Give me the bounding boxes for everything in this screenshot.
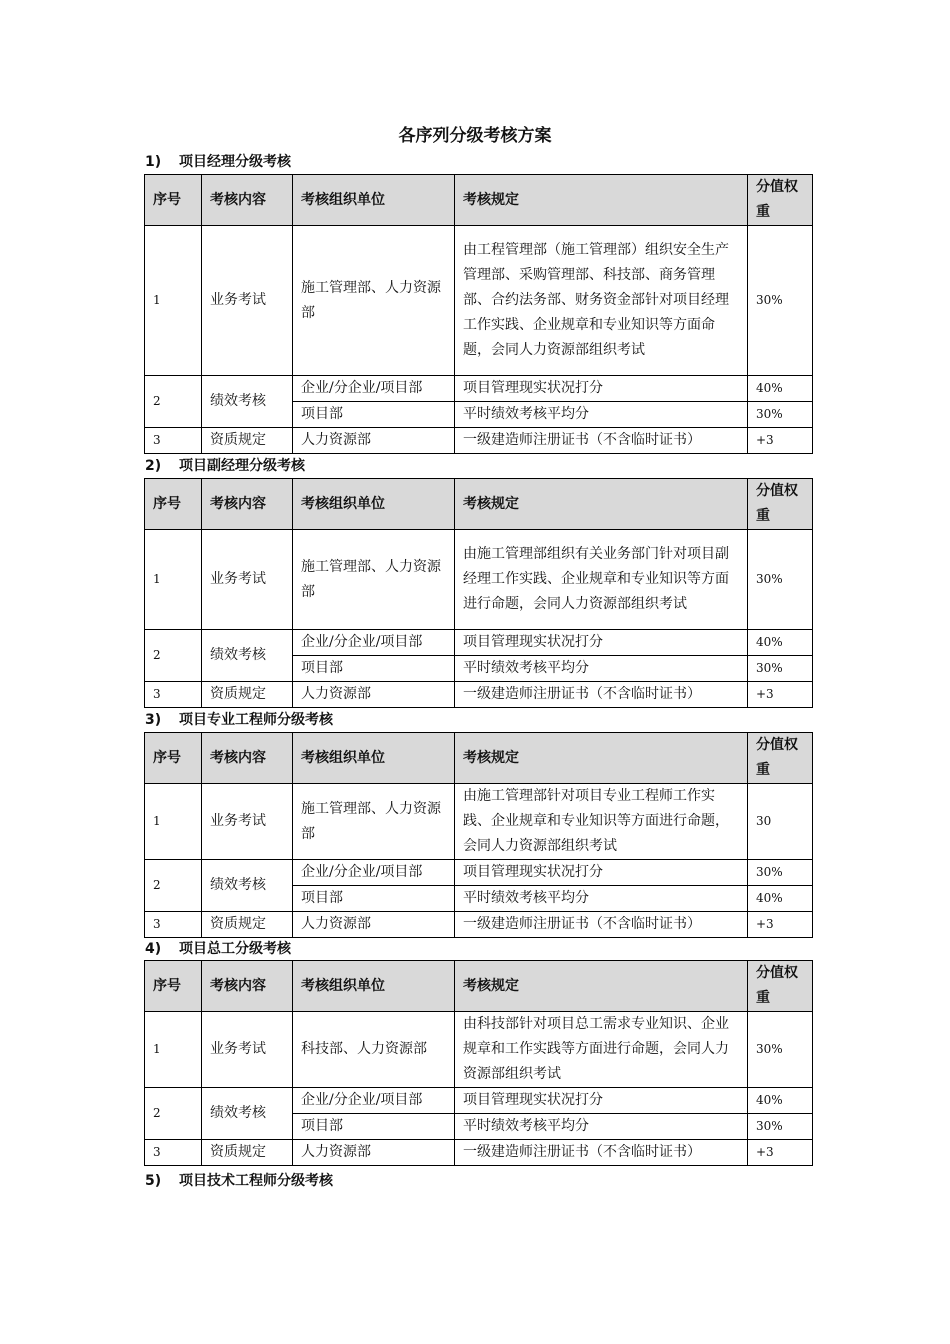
assessment-table bbox=[144, 960, 813, 1166]
cell-rule: 一级建造师注册证书（不含临时证书） bbox=[455, 682, 748, 708]
section-heading bbox=[145, 939, 291, 959]
cell-org: 施工管理部、人力资源部 bbox=[293, 784, 455, 860]
cell-org: 科技部、人力资源部 bbox=[293, 1012, 455, 1088]
cell-content: 绩效考核 bbox=[202, 376, 293, 428]
table-row bbox=[145, 1140, 813, 1166]
cell-org: 项目部 bbox=[293, 886, 455, 912]
table-row bbox=[145, 860, 813, 886]
cell-index: 3 bbox=[145, 682, 202, 708]
cell-weight: 40% bbox=[748, 376, 813, 402]
section-heading-text: 项目经理分级考核 bbox=[179, 154, 291, 170]
table-row bbox=[145, 428, 813, 454]
cell-rule: 平时绩效考核平均分 bbox=[455, 402, 748, 428]
cell-content: 资质规定 bbox=[202, 912, 293, 938]
cell-weight: 30% bbox=[748, 1114, 813, 1140]
cell-org: 施工管理部、人力资源部 bbox=[293, 226, 455, 376]
header-org: 考核组织单位 bbox=[293, 961, 455, 1012]
cell-weight: +3 bbox=[748, 912, 813, 938]
header-weight: 分值权重 bbox=[748, 733, 813, 784]
cell-org: 人力资源部 bbox=[293, 682, 455, 708]
cell-weight: 30% bbox=[748, 860, 813, 886]
table-row bbox=[145, 784, 813, 860]
section-heading-text: 项目专业工程师分级考核 bbox=[179, 712, 333, 728]
cell-org: 施工管理部、人力资源部 bbox=[293, 530, 455, 630]
table-header-row bbox=[145, 175, 813, 226]
header-weight: 分值权重 bbox=[748, 961, 813, 1012]
assessment-table bbox=[144, 174, 813, 454]
cell-index: 3 bbox=[145, 428, 202, 454]
cell-index: 2 bbox=[145, 376, 202, 428]
header-org: 考核组织单位 bbox=[293, 733, 455, 784]
cell-content: 资质规定 bbox=[202, 428, 293, 454]
cell-index: 2 bbox=[145, 860, 202, 912]
cell-rule: 项目管理现实状况打分 bbox=[455, 860, 748, 886]
cell-rule: 由施工管理部组织有关业务部门针对项目副经理工作实践、企业规章和专业知识等方面进行命题，会同人力资源部组织考试 bbox=[455, 530, 748, 630]
cell-weight: +3 bbox=[748, 428, 813, 454]
cell-rule: 由科技部针对项目总工需求专业知识、企业规章和工作实践等方面进行命题，会同人力资源部组织考试 bbox=[455, 1012, 748, 1088]
cell-content: 业务考试 bbox=[202, 226, 293, 376]
header-content: 考核内容 bbox=[202, 733, 293, 784]
header-org: 考核组织单位 bbox=[293, 479, 455, 530]
header-index: 序号 bbox=[145, 175, 202, 226]
cell-org: 人力资源部 bbox=[293, 912, 455, 938]
table-row bbox=[145, 530, 813, 630]
table-header-row bbox=[145, 479, 813, 530]
cell-org: 企业/分企业/项目部 bbox=[293, 1088, 455, 1114]
header-rule: 考核规定 bbox=[455, 733, 748, 784]
table-row bbox=[145, 682, 813, 708]
cell-rule: 由施工管理部针对项目专业工程师工作实践、企业规章和专业知识等方面进行命题，会同人力资源部组织考试 bbox=[455, 784, 748, 860]
cell-index: 1 bbox=[145, 530, 202, 630]
header-index: 序号 bbox=[145, 961, 202, 1012]
assessment-table bbox=[144, 478, 813, 708]
cell-rule: 平时绩效考核平均分 bbox=[455, 1114, 748, 1140]
section-heading-text: 项目技术工程师分级考核 bbox=[179, 1173, 333, 1189]
table-row bbox=[145, 226, 813, 376]
cell-content: 资质规定 bbox=[202, 1140, 293, 1166]
cell-index: 1 bbox=[145, 226, 202, 376]
cell-org: 企业/分企业/项目部 bbox=[293, 630, 455, 656]
section-heading-text: 项目总工分级考核 bbox=[179, 941, 291, 957]
section-number: 2) bbox=[145, 458, 162, 474]
cell-weight: 30 bbox=[748, 784, 813, 860]
cell-org: 项目部 bbox=[293, 656, 455, 682]
cell-rule: 项目管理现实状况打分 bbox=[455, 1088, 748, 1114]
table-row bbox=[145, 912, 813, 938]
section-heading bbox=[145, 1171, 333, 1191]
cell-weight: +3 bbox=[748, 682, 813, 708]
table-header-row bbox=[145, 733, 813, 784]
cell-index: 2 bbox=[145, 1088, 202, 1140]
cell-weight: 40% bbox=[748, 630, 813, 656]
section-heading bbox=[145, 710, 333, 730]
cell-rule: 项目管理现实状况打分 bbox=[455, 630, 748, 656]
cell-weight: 30% bbox=[748, 226, 813, 376]
cell-index: 1 bbox=[145, 1012, 202, 1088]
cell-content: 业务考试 bbox=[202, 1012, 293, 1088]
header-index: 序号 bbox=[145, 733, 202, 784]
cell-weight: 30% bbox=[748, 402, 813, 428]
header-rule: 考核规定 bbox=[455, 961, 748, 1012]
section-number: 1) bbox=[145, 154, 162, 170]
cell-org: 项目部 bbox=[293, 1114, 455, 1140]
cell-index: 3 bbox=[145, 1140, 202, 1166]
cell-org: 人力资源部 bbox=[293, 1140, 455, 1166]
document-title: 各序列分级考核方案 bbox=[398, 126, 552, 146]
header-weight: 分值权重 bbox=[748, 175, 813, 226]
cell-org: 人力资源部 bbox=[293, 428, 455, 454]
cell-rule: 一级建造师注册证书（不含临时证书） bbox=[455, 1140, 748, 1166]
section-number: 4) bbox=[145, 941, 162, 957]
cell-content: 业务考试 bbox=[202, 784, 293, 860]
header-content: 考核内容 bbox=[202, 175, 293, 226]
cell-index: 2 bbox=[145, 630, 202, 682]
cell-weight: +3 bbox=[748, 1140, 813, 1166]
cell-content: 绩效考核 bbox=[202, 860, 293, 912]
section-heading-text: 项目副经理分级考核 bbox=[179, 458, 305, 474]
header-content: 考核内容 bbox=[202, 961, 293, 1012]
cell-content: 资质规定 bbox=[202, 682, 293, 708]
cell-content: 绩效考核 bbox=[202, 630, 293, 682]
cell-rule: 平时绩效考核平均分 bbox=[455, 886, 748, 912]
table-row bbox=[145, 630, 813, 656]
table-header-row bbox=[145, 961, 813, 1012]
cell-org: 项目部 bbox=[293, 402, 455, 428]
section-number: 3) bbox=[145, 712, 162, 728]
cell-rule: 一级建造师注册证书（不含临时证书） bbox=[455, 428, 748, 454]
assessment-table bbox=[144, 732, 813, 938]
header-rule: 考核规定 bbox=[455, 479, 748, 530]
section-heading bbox=[145, 456, 305, 476]
cell-weight: 30% bbox=[748, 530, 813, 630]
cell-weight: 40% bbox=[748, 1088, 813, 1114]
cell-content: 业务考试 bbox=[202, 530, 293, 630]
header-rule: 考核规定 bbox=[455, 175, 748, 226]
cell-weight: 30% bbox=[748, 656, 813, 682]
table-row bbox=[145, 376, 813, 402]
section-number: 5) bbox=[145, 1173, 162, 1189]
cell-rule: 项目管理现实状况打分 bbox=[455, 376, 748, 402]
header-weight: 分值权重 bbox=[748, 479, 813, 530]
cell-org: 企业/分企业/项目部 bbox=[293, 376, 455, 402]
table-row bbox=[145, 1012, 813, 1088]
cell-rule: 由工程管理部（施工管理部）组织安全生产管理部、采购管理部、科技部、商务管理部、合约法务部、财务资金部针对项目经理工作实践、企业规章和专业知识等方面命题，会同人力资源部组织考试 bbox=[455, 226, 748, 376]
header-org: 考核组织单位 bbox=[293, 175, 455, 226]
cell-weight: 40% bbox=[748, 886, 813, 912]
header-index: 序号 bbox=[145, 479, 202, 530]
cell-rule: 一级建造师注册证书（不含临时证书） bbox=[455, 912, 748, 938]
cell-weight: 30% bbox=[748, 1012, 813, 1088]
cell-index: 1 bbox=[145, 784, 202, 860]
cell-rule: 平时绩效考核平均分 bbox=[455, 656, 748, 682]
cell-content: 绩效考核 bbox=[202, 1088, 293, 1140]
table-row bbox=[145, 1088, 813, 1114]
section-heading bbox=[145, 152, 291, 172]
cell-index: 3 bbox=[145, 912, 202, 938]
header-content: 考核内容 bbox=[202, 479, 293, 530]
cell-org: 企业/分企业/项目部 bbox=[293, 860, 455, 886]
